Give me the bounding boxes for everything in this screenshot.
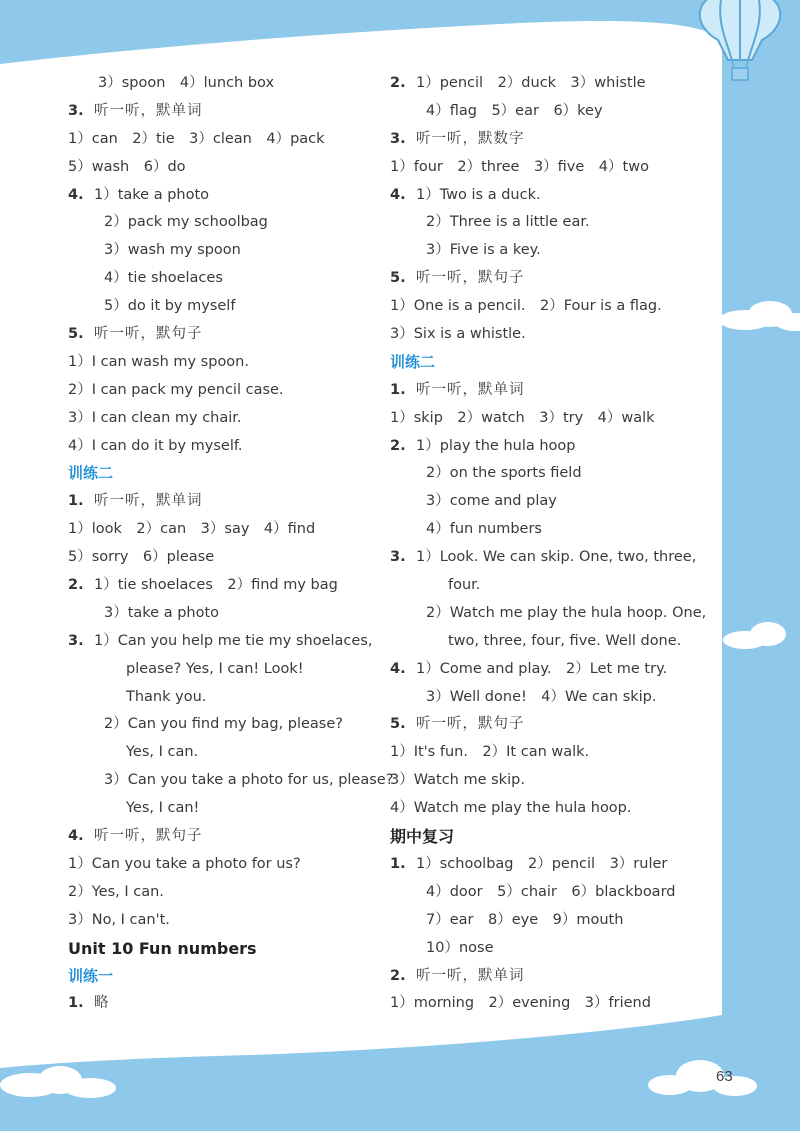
section-heading: 期中复习: [390, 827, 455, 847]
answer-line: 3）Five is a key.: [426, 242, 541, 259]
answer-text: 1）pencil 2）duck 3）whistle: [416, 75, 646, 91]
answer-line: 4）Watch me play the hula hoop.: [390, 800, 632, 817]
answer-line: [390, 851, 710, 879]
question-number: 1.: [390, 381, 406, 398]
answer-line: [390, 711, 710, 739]
answer-line: 2）Can you find my bag, please?: [104, 716, 343, 733]
question-number: 5.: [68, 326, 84, 343]
answer-line: 7）ear 8）eye 9）mouth: [426, 911, 624, 928]
answer-line: 3）No, I can't.: [68, 911, 170, 928]
answer-line: 2）on the sports field: [426, 465, 582, 482]
answer-line: 2）pack my schoolbag: [104, 214, 268, 231]
question-number: 2.: [390, 75, 406, 91]
answer-line: 4）door 5）chair 6）blackboard: [426, 883, 676, 900]
answer-line: 3）I can clean my chair.: [68, 409, 242, 426]
question-number: 3.: [68, 632, 84, 649]
question-number: 4.: [68, 186, 84, 203]
answer-line: [68, 572, 388, 600]
question-number: 3.: [68, 102, 84, 119]
question-number: 3.: [390, 130, 406, 147]
answer-line: 3）Watch me skip.: [390, 772, 525, 789]
answer-line: two, three, four, five. Well done.: [448, 632, 682, 649]
answer-text: 1）schoolbag 2）pencil 3）ruler: [416, 855, 668, 872]
answer-line: 4）tie shoelaces: [104, 270, 223, 287]
answer-text: 1）take a photo: [94, 186, 210, 203]
answer-line: 4）flag 5）ear 6）key: [426, 102, 603, 119]
answer-line: 3）spoon 4）lunch box: [98, 75, 275, 91]
answer-line: 2）I can pack my pencil case.: [68, 381, 284, 398]
answer-line: [390, 182, 710, 210]
answer-line: 1）I can wash my spoon.: [68, 353, 249, 370]
answer-line: Thank you.: [126, 688, 207, 705]
instruction-text: 听一听，默数字: [416, 130, 525, 147]
answer-line: [390, 433, 710, 461]
answer-line: 3）Six is a whistle.: [390, 326, 526, 343]
answer-line: [390, 963, 710, 991]
question-number: 2.: [390, 437, 406, 454]
question-number: 4.: [68, 828, 84, 845]
answer-text: 1）tie shoelaces 2）find my bag: [94, 577, 338, 594]
answer-line: 3）come and play: [426, 493, 557, 510]
answer-line: 3）Well done! 4）We can skip.: [426, 688, 657, 705]
answer-line: 5）do it by myself: [104, 298, 236, 315]
answer-line: 3）wash my spoon: [104, 242, 241, 259]
answer-line: [68, 823, 388, 851]
instruction-text: 听一听，默单词: [94, 102, 203, 119]
answer-line: 1）skip 2）watch 3）try 4）walk: [390, 409, 655, 426]
section-heading: 训练一: [68, 966, 114, 985]
answer-text: 略: [94, 995, 109, 1012]
question-number: 1.: [68, 493, 84, 510]
answer-line: 1）It's fun. 2）It can walk.: [390, 744, 590, 761]
question-number: 3.: [390, 549, 406, 566]
answer-line: 4）fun numbers: [426, 521, 542, 538]
instruction-text: 听一听，默句子: [94, 828, 203, 845]
answer-line: 2）Three is a little ear.: [426, 214, 590, 231]
answer-line: 2）Watch me play the hula hoop. One,: [426, 604, 707, 621]
question-number: 2.: [390, 967, 406, 984]
answer-line: 1）can 2）tie 3）clean 4）pack: [68, 130, 325, 147]
answer-line: [68, 182, 388, 210]
answer-text: 1）Two is a duck.: [416, 186, 541, 203]
answer-line: 10）nose: [426, 939, 494, 956]
answer-line: 1）look 2）can 3）say 4）find: [68, 521, 316, 538]
section-heading: 训练二: [68, 464, 114, 483]
answer-line: 5）wash 6）do: [68, 158, 186, 175]
answer-text: 1）Can you help me tie my shoelaces,: [94, 632, 373, 649]
instruction-text: 听一听，默句子: [416, 270, 525, 287]
answer-line: Yes, I can!: [126, 800, 200, 817]
question-number: 5.: [390, 716, 406, 733]
instruction-text: 听一听，默单词: [416, 967, 525, 984]
answer-line: 2）Yes, I can.: [68, 883, 164, 900]
question-number: 2.: [68, 577, 84, 594]
instruction-text: 听一听，默单词: [416, 381, 525, 398]
answer-line: [390, 377, 710, 405]
answer-line: [68, 98, 388, 126]
answer-line: please? Yes, I can! Look!: [126, 660, 304, 677]
answer-line: [390, 126, 710, 154]
answer-line: 5）sorry 6）please: [68, 549, 215, 566]
right-column: [390, 70, 710, 1018]
question-number: 1.: [68, 995, 84, 1012]
answer-line: [390, 70, 710, 98]
answer-line: [390, 265, 710, 293]
answer-line: [68, 488, 388, 516]
question-number: 1.: [390, 855, 406, 872]
question-number: 5.: [390, 270, 406, 287]
answer-text: 1）Look. We can skip. One, two, three,: [416, 549, 697, 566]
answer-line: [68, 321, 388, 349]
answer-line: 3）Can you take a photo for us, please?: [104, 772, 394, 789]
answer-line: 3）take a photo: [104, 604, 220, 621]
answer-line: Yes, I can.: [126, 744, 199, 761]
answer-line: 1）One is a pencil. 2）Four is a flag.: [390, 298, 662, 315]
answer-line: four.: [448, 577, 481, 594]
answer-line: 1）four 2）three 3）five 4）two: [390, 158, 649, 175]
left-column: [68, 70, 394, 1018]
answer-line: 1）morning 2）evening 3）friend: [390, 995, 651, 1012]
answer-text: 1）Come and play. 2）Let me try.: [416, 660, 668, 677]
question-number: 4.: [390, 186, 406, 203]
unit-heading: Unit 10 Fun numbers: [68, 938, 257, 958]
answer-line: 4）I can do it by myself.: [68, 437, 243, 454]
answer-line: [390, 656, 710, 684]
instruction-text: 听一听，默句子: [94, 326, 203, 343]
answer-line: [390, 544, 710, 572]
instruction-text: 听一听，默句子: [416, 716, 525, 733]
instruction-text: 听一听，默单词: [94, 493, 203, 510]
answer-line: [68, 990, 388, 1018]
answer-line: [68, 628, 388, 656]
answer-line: 1）Can you take a photo for us?: [68, 855, 301, 872]
page-number: 63: [716, 1068, 733, 1085]
section-heading: 训练二: [390, 352, 436, 371]
answer-text: 1）play the hula hoop: [416, 437, 576, 454]
question-number: 4.: [390, 660, 406, 677]
